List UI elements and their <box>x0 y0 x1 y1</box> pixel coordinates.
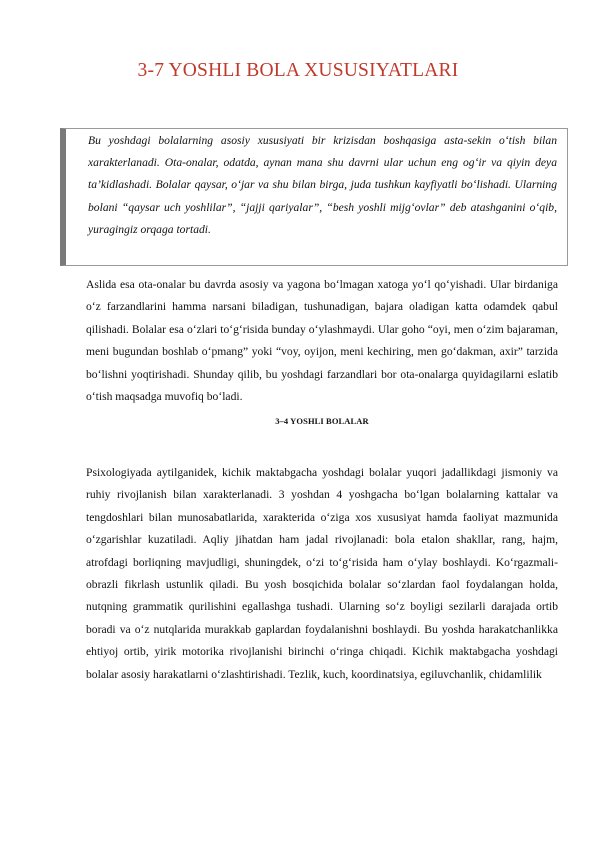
body-paragraph-2: Psixologiyada aytilganidek, kichik maktabgacha yoshdagi bolalar yuqori jadallikdagi jismoniy va ruhiy rivojlanish bilan xarakterlanadi. 3 yoshdan 4 yoshgacha bo‘lgan bolalarning kattalar va tengdoshlari bilan munosabatlarida, xarakterida o‘ziga xos xususiyat hamda faoliyat mazmunida o‘zgarishlar kuzatiladi. Aqliy jihatdan ham jadal rivojlanadi: bola etalon shakllar, rang, hajm, atrofdagi borliqning mavjudligi, shuningdek, o‘zi to‘g‘risida ham o‘ylay boshlaydi. Ko‘rgazmali-obrazli fikrlash ustunlik qiladi. Bu yosh bosqichida bolalar so‘zlardan faol foydalangan holda, nutqning grammatik qurilishini egallashga tushadi. Ularning so‘z boyligi sezilarli darajada ortib boradi va o‘z nutqlarida murakkab gaplardan foydalanishni boshlaydi. Bu yoshda harakatchanlikka ehtiyoj ortib, yirik motorika rivojlanishi birinchi o‘ringa chiqadi. Kichik maktabgacha yoshdagi bolalar asosiy harakatlarni o‘zlashtirishadi. Tezlik, kuch, koordinatsiya, egiluvchanlik, chidamlilik <box>86 466 558 681</box>
body-paragraph-1: Aslida esa ota-onalar bu davrda asosiy va yagona bo‘lmagan xatoga yo‘l qo‘yishadi. Ular birdaniga o‘z farzandlarini hamma narsani biladigan, tushunadigan, bajara oladigan katta odamdek qabul qilishadi. Bolalar esa o‘zlari to‘g‘risida bunday o‘ylashmaydi. Ular goho “oyi, men o‘zim bajaraman, meni bugundan boshlab o‘pmang” yoki “voy, oyijon, meni kechiring, men go‘dakman, axir” tarzida bo‘lishni yoqtirishadi. Shunday qilib, bu yoshdagi farzandlari bor ota-onalarga quyidagilarni eslatib o‘tish maqsadga muvofiq bo‘ladi. <box>86 278 558 404</box>
section-subheading: 3–4 YOSHLI BOLALAR <box>275 416 369 426</box>
quote-box: Bu yoshdagi bolalarning asosiy xususiyati bir krizisdan boshqasiga asta-sekin o‘tish bilan xarakterlanadi. Ota-onalar, odatda, aynan mana shu davrni ular uchun eng og‘ir va qiyin deya ta’kidlashadi. Bolalar qaysar, o‘jar va shu bilan birga, juda tushkun kayfiyatli bo‘lishadi. Ularning bolani “qaysar uch yoshlilar”, “jajji qariyalar”, “besh yoshli mijg‘ovlar” deb atashganini o‘qib, yuragingiz orqaga tortadi. <box>60 128 568 266</box>
page-title: 3-7 YOSHLI BOLA XUSUSIYATLARI <box>137 60 459 81</box>
